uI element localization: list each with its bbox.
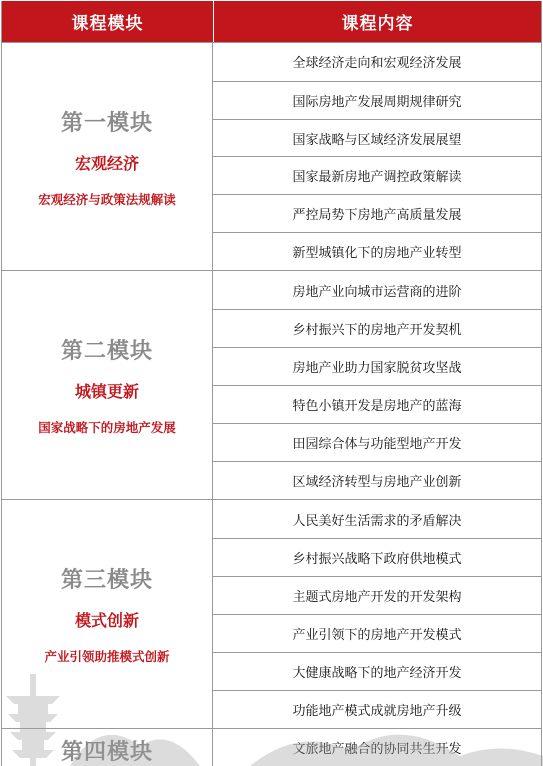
topic-row: 文旅地产融合的协同共生开发 — [292, 742, 462, 757]
topic-row: 产业引领下的房地产开发模式 — [213, 614, 541, 652]
module-2-topics — [213, 271, 541, 499]
topic-row: 大健康战略下的地产经济开发 — [213, 652, 541, 690]
topic-row: 区域经济转型与房地产业创新 — [213, 461, 541, 499]
module-subtitle: 国家战略下的房地产发展 — [38, 420, 176, 435]
topic-row: 新型城镇化下的房地产业转型 — [213, 232, 541, 270]
topic-row: 乡村振兴战略下政府供地模式 — [213, 538, 541, 576]
course-table — [1, 1, 542, 766]
module-1-topics — [213, 43, 541, 270]
module-4-info — [2, 729, 213, 766]
module-2 — [2, 270, 541, 499]
module-1-info — [2, 43, 213, 270]
topic-row: 房地产业助力国家脱贫攻坚战 — [213, 347, 541, 385]
module-title: 宏观经济 — [74, 153, 139, 173]
module-1 — [2, 42, 541, 270]
module-number: 第四模块 — [60, 740, 153, 765]
header-module: 课程模块 — [2, 1, 214, 42]
topic-row: 主题式房地产开发的开发架构 — [213, 576, 541, 614]
topic-row: 田园综合体与功能型地产开发 — [213, 423, 541, 461]
module-3-info — [2, 500, 213, 728]
topic-row: 特色小镇开发是房地产的蓝海 — [213, 385, 541, 423]
topic-row: 全球经济走向和宏观经济发展 — [292, 56, 462, 72]
topic-row: 人民美好生活需求的矛盾解决 — [292, 513, 462, 529]
topic-row: 功能地产模式成就房地产升级 — [213, 690, 541, 728]
header-content: 课程内容 — [341, 14, 414, 34]
module-number: 第一模块 — [60, 110, 153, 136]
topic-row: 房地产业向城市运营商的进阶 — [292, 284, 462, 300]
module-4 — [2, 728, 541, 766]
module-title: 城镇更新 — [74, 382, 139, 401]
module-subtitle: 宏观经济与政策法规解读 — [38, 191, 176, 207]
module-number: 第三模块 — [60, 568, 153, 593]
module-number: 第二模块 — [60, 339, 153, 364]
topic-row: 国际房地产发展周期规律研究 — [213, 81, 541, 119]
table-header — [2, 1, 541, 42]
module-title: 模式创新 — [74, 611, 139, 630]
module-4-topics — [213, 729, 541, 766]
topic-row: 国家最新房地产调控政策解读 — [213, 156, 541, 194]
module-subtitle: 产业引领助推模式创新 — [44, 649, 170, 664]
topic-row: 乡村振兴下的房地产开发契机 — [213, 309, 541, 347]
module-3 — [2, 499, 541, 728]
topic-row: 严控局势下房地产高质量发展 — [213, 194, 541, 232]
topic-row: 国家战略与区域经济发展展望 — [213, 119, 541, 157]
module-2-info — [2, 271, 213, 499]
module-3-topics — [213, 500, 541, 728]
